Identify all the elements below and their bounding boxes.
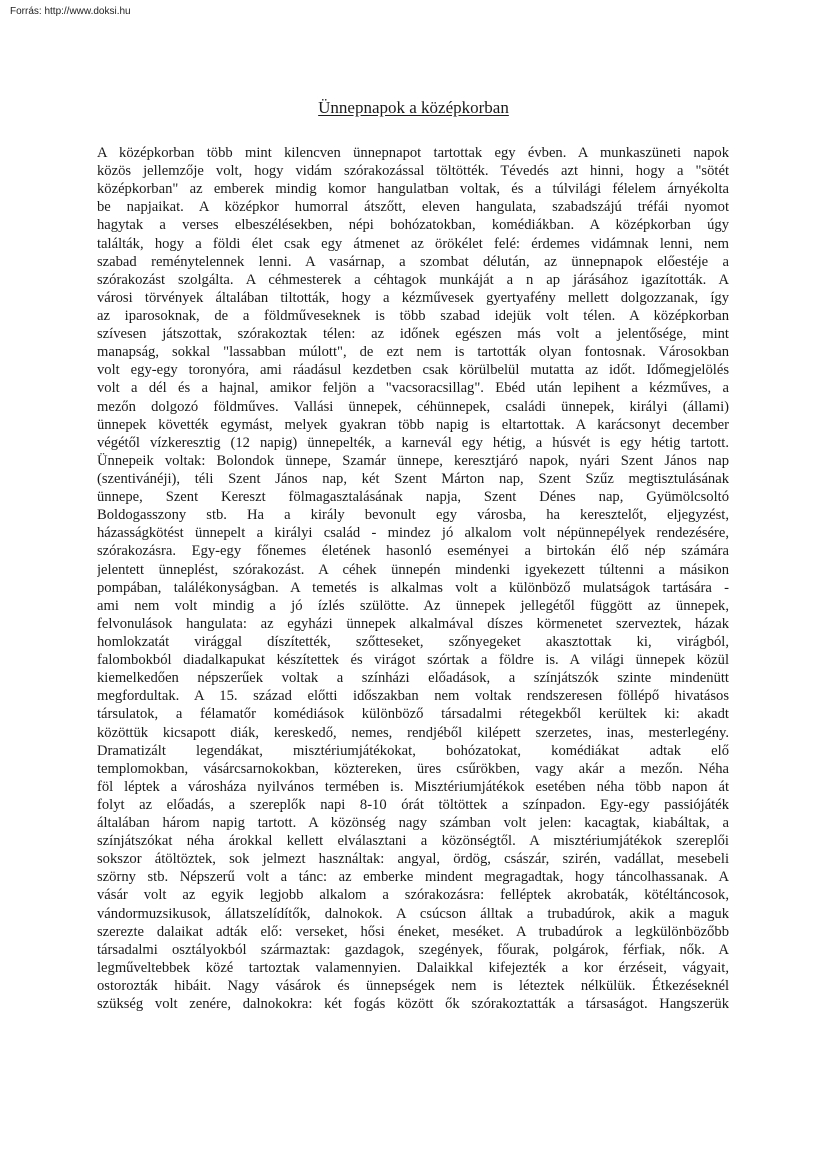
body-text — [97, 144, 729, 1013]
text-line: homlokzatát virággal díszítették, szőtteseket, szőnyegeket akasztottak ki, virágból, — [97, 633, 729, 650]
text-line: vándormuzsikusok, állatszelídítők, dalnokok. A csúcson álltak a trubadúrok, akik a maguk — [97, 905, 729, 922]
text-line: végétől vízkeresztig (12 napig) ünnepelték, a karnevál egy hétig, a húsvét is egy hétig tartott. — [97, 434, 729, 451]
text-line: közös jellemzője volt, hogy vidám szórakozással töltötték. Tévedés azt hinni, hogy a "sötét — [97, 163, 729, 180]
text-line: vásár volt az egyik legjobb alkalom a szórakozásra: felléptek akrobaták, kötéltáncosok, — [97, 887, 729, 904]
text-line: ünnepe, Szent Kereszt fölmagasztalásának napja, Szent Dénes nap, Gyümölcsoltó — [97, 489, 729, 506]
text-line: falombokból diadalkapukat készítettek és virágot szórtak a földre is. A világi ünnepek közül — [97, 652, 729, 669]
text-line: Ünnepeik voltak: Bolondok ünnepe, Szamár ünnepe, keresztjáró napok, nyári Szent János nap — [97, 452, 729, 469]
text-line: szabad reménytelennek lenni. A vasárnap, a szombat délután, az ünnepnapok előestéje a — [97, 253, 729, 270]
text-line: Dramatizált legendákat, misztériumjátékokat, bohózatokat, komédiákat adtak elő — [97, 742, 729, 759]
text-line: az iparosoknak, de a földműveseknek is több szabad idejük volt télen. A középkorban — [97, 307, 729, 324]
text-line: szórakozásra. Egy-egy főnemes életének hasonló eseményei a birtokán élő nép számára — [97, 543, 729, 560]
text-line: színjátszókat néha árokkal kellett elválasztani a közönségtől. A misztériumjátékok szereplői — [97, 833, 729, 850]
text-line: társadalmi osztályokból származtak: gazdagok, szegények, főurak, polgárok, férfiak, nők. A — [97, 941, 729, 958]
text-line: A középkorban több mint kilencven ünnepnapot tartottak egy évben. A munkaszüneti napok — [97, 145, 729, 161]
text-line: társulatok, a félamatőr komédiások különböző társadalmi rétegekből kerültek ki: akadt — [97, 706, 729, 723]
text-line: volt egy-egy toronyóra, ami ráadásul kezdetben csak körülbelül mutatta az időt. Időmegjelölés — [97, 362, 729, 379]
text-line: ami nem volt mindig a jó ízlés szülötte. Az ünnepek jellegétől függött az ünnepek, — [97, 597, 729, 614]
text-line: folyt az előadás, a szereplők napi 8-10 órát töltöttek a színpadon. Egy-egy passiójáték — [97, 796, 729, 813]
page-title: Ünnepnapok a középkorban — [318, 98, 509, 117]
text-line: megfordultak. A 15. század előtti időszakban nem voltak rendszeresen föllépő hivatásos — [97, 688, 729, 705]
text-line: Boldogasszony stb. Ha a király bevonult egy városba, ha keresztelőt, eljegyzést, — [97, 507, 729, 524]
text-line: szerezte dalaikat adták elő: verseket, hősi éneket, meséket. A trubadúrok a legkülönbözőbb — [97, 923, 729, 940]
text-line: föl léptek a városháza nyilvános termében is. Misztériumjátékok esetében néha több napon át — [97, 778, 729, 795]
text-line: templomokban, vásárcsarnokokban, köztereken, üres csűrökben, vagy akár a mezőn. Néha — [97, 760, 729, 777]
text-line: ünnepek követték egymást, melyek gyakran több napig is eltartottak. A karácsonyt december — [97, 416, 729, 433]
text-line: mezőn dolgozó földműves. Vallási ünnepek, céhünnepek, családi ünnepek, királyi (állami) — [97, 398, 729, 415]
text-line: kiemelkedően népszerűek voltak a színházi előadások, a színjátszók szinte mindenütt — [97, 670, 729, 687]
text-line: szívesen játszottak, szórakoztak télen: az időnek egészen más volt a jelentősége, mint — [97, 326, 729, 343]
text-line: házasságkötést ünnepelt a királyi család - mindez jó alkalom volt népünnepélyek rendezésére, — [97, 525, 729, 542]
text-line: pompában, találékonyságban. A temetés is alkalmas volt a különböző mulatságok tartására - — [97, 579, 729, 596]
text-line: be napjaikat. A középkor humorral átszőtt, eleven hangulata, szabadszájú tréfái nyomot — [97, 199, 729, 216]
text-line: szükség volt zenére, dalnokokra: két fogás között ők szórakoztatták a társaságot. Hangszerük — [97, 996, 729, 1013]
text-line: ostorozták hibáit. Nagy vásárok és ünnepségek nem is léteztek nélkülük. Étkezéseknél — [97, 978, 729, 995]
text-line: szörny stb. Népszerű volt a tánc: az emberke mindent megragadtak, hogy táncolhassanak. A — [97, 869, 729, 886]
text-line: manapság, sokkal "lassabban múlott", de ezt nem is tartották olyan fontosnak. Városokban — [97, 344, 729, 361]
text-line: általában három napig tartott. A közönség nagy számban volt jelen: kacagtak, kiabáltak, a — [97, 815, 729, 832]
text-line: felvonulások hangulata: az egyházi ünnepek alkalmával díszes körmenetet szerveztek, házak — [97, 615, 729, 632]
text-line: középkorban" az emberek mindig komor hangulatban voltak, és a túlvilági félelem árnyékolta — [97, 181, 729, 198]
text-line: (szentivánéji), téli Szent János nap, két Szent Márton nap, Szent Szűz megtisztulásának — [97, 470, 729, 487]
text-line: volt a dél és a hajnal, amikor feljön a "vacsoracsillag". Ebéd után lepihent a kézműves, a — [97, 380, 729, 397]
text-line: városi törvények általában tiltották, hogy a kézművesek gyertyafény mellett dolgozzanak, így — [97, 289, 729, 306]
source-note: Forrás: http://www.doksi.hu — [10, 6, 131, 17]
text-line: találták, hogy a földi élet csak egy átmenet az örökélet felé: érdemes vidámnak lenni, nem — [97, 235, 729, 252]
text-line: jelentett ünneplést, szórakozást. A céhek ünnepén mindenki igyekezett túltenni a másikon — [97, 561, 729, 578]
text-line: hagytak a verses elbeszélésekben, népi bohózatokban, komédiákban. A középkorban úgy — [97, 217, 729, 234]
text-line: legműveltebbek közé tartoztak valamennyien. Dalaikkal kifejezték a kor érzéseit, vágyait, — [97, 959, 729, 976]
text-line: sokszor átöltöztek, sok jelmezt használtak: angyal, ördög, császár, szirén, vadállat, mesebeli — [97, 851, 729, 868]
text-line: szórakozást szolgálta. A céhmesterek a céhtagok munkáját a n ap járásához igazították. A — [97, 271, 729, 288]
text-line: közöttük kicsapott diák, kereskedő, nemes, rendjéből kilépett szerzetes, inas, mesterlegény. — [97, 724, 729, 741]
